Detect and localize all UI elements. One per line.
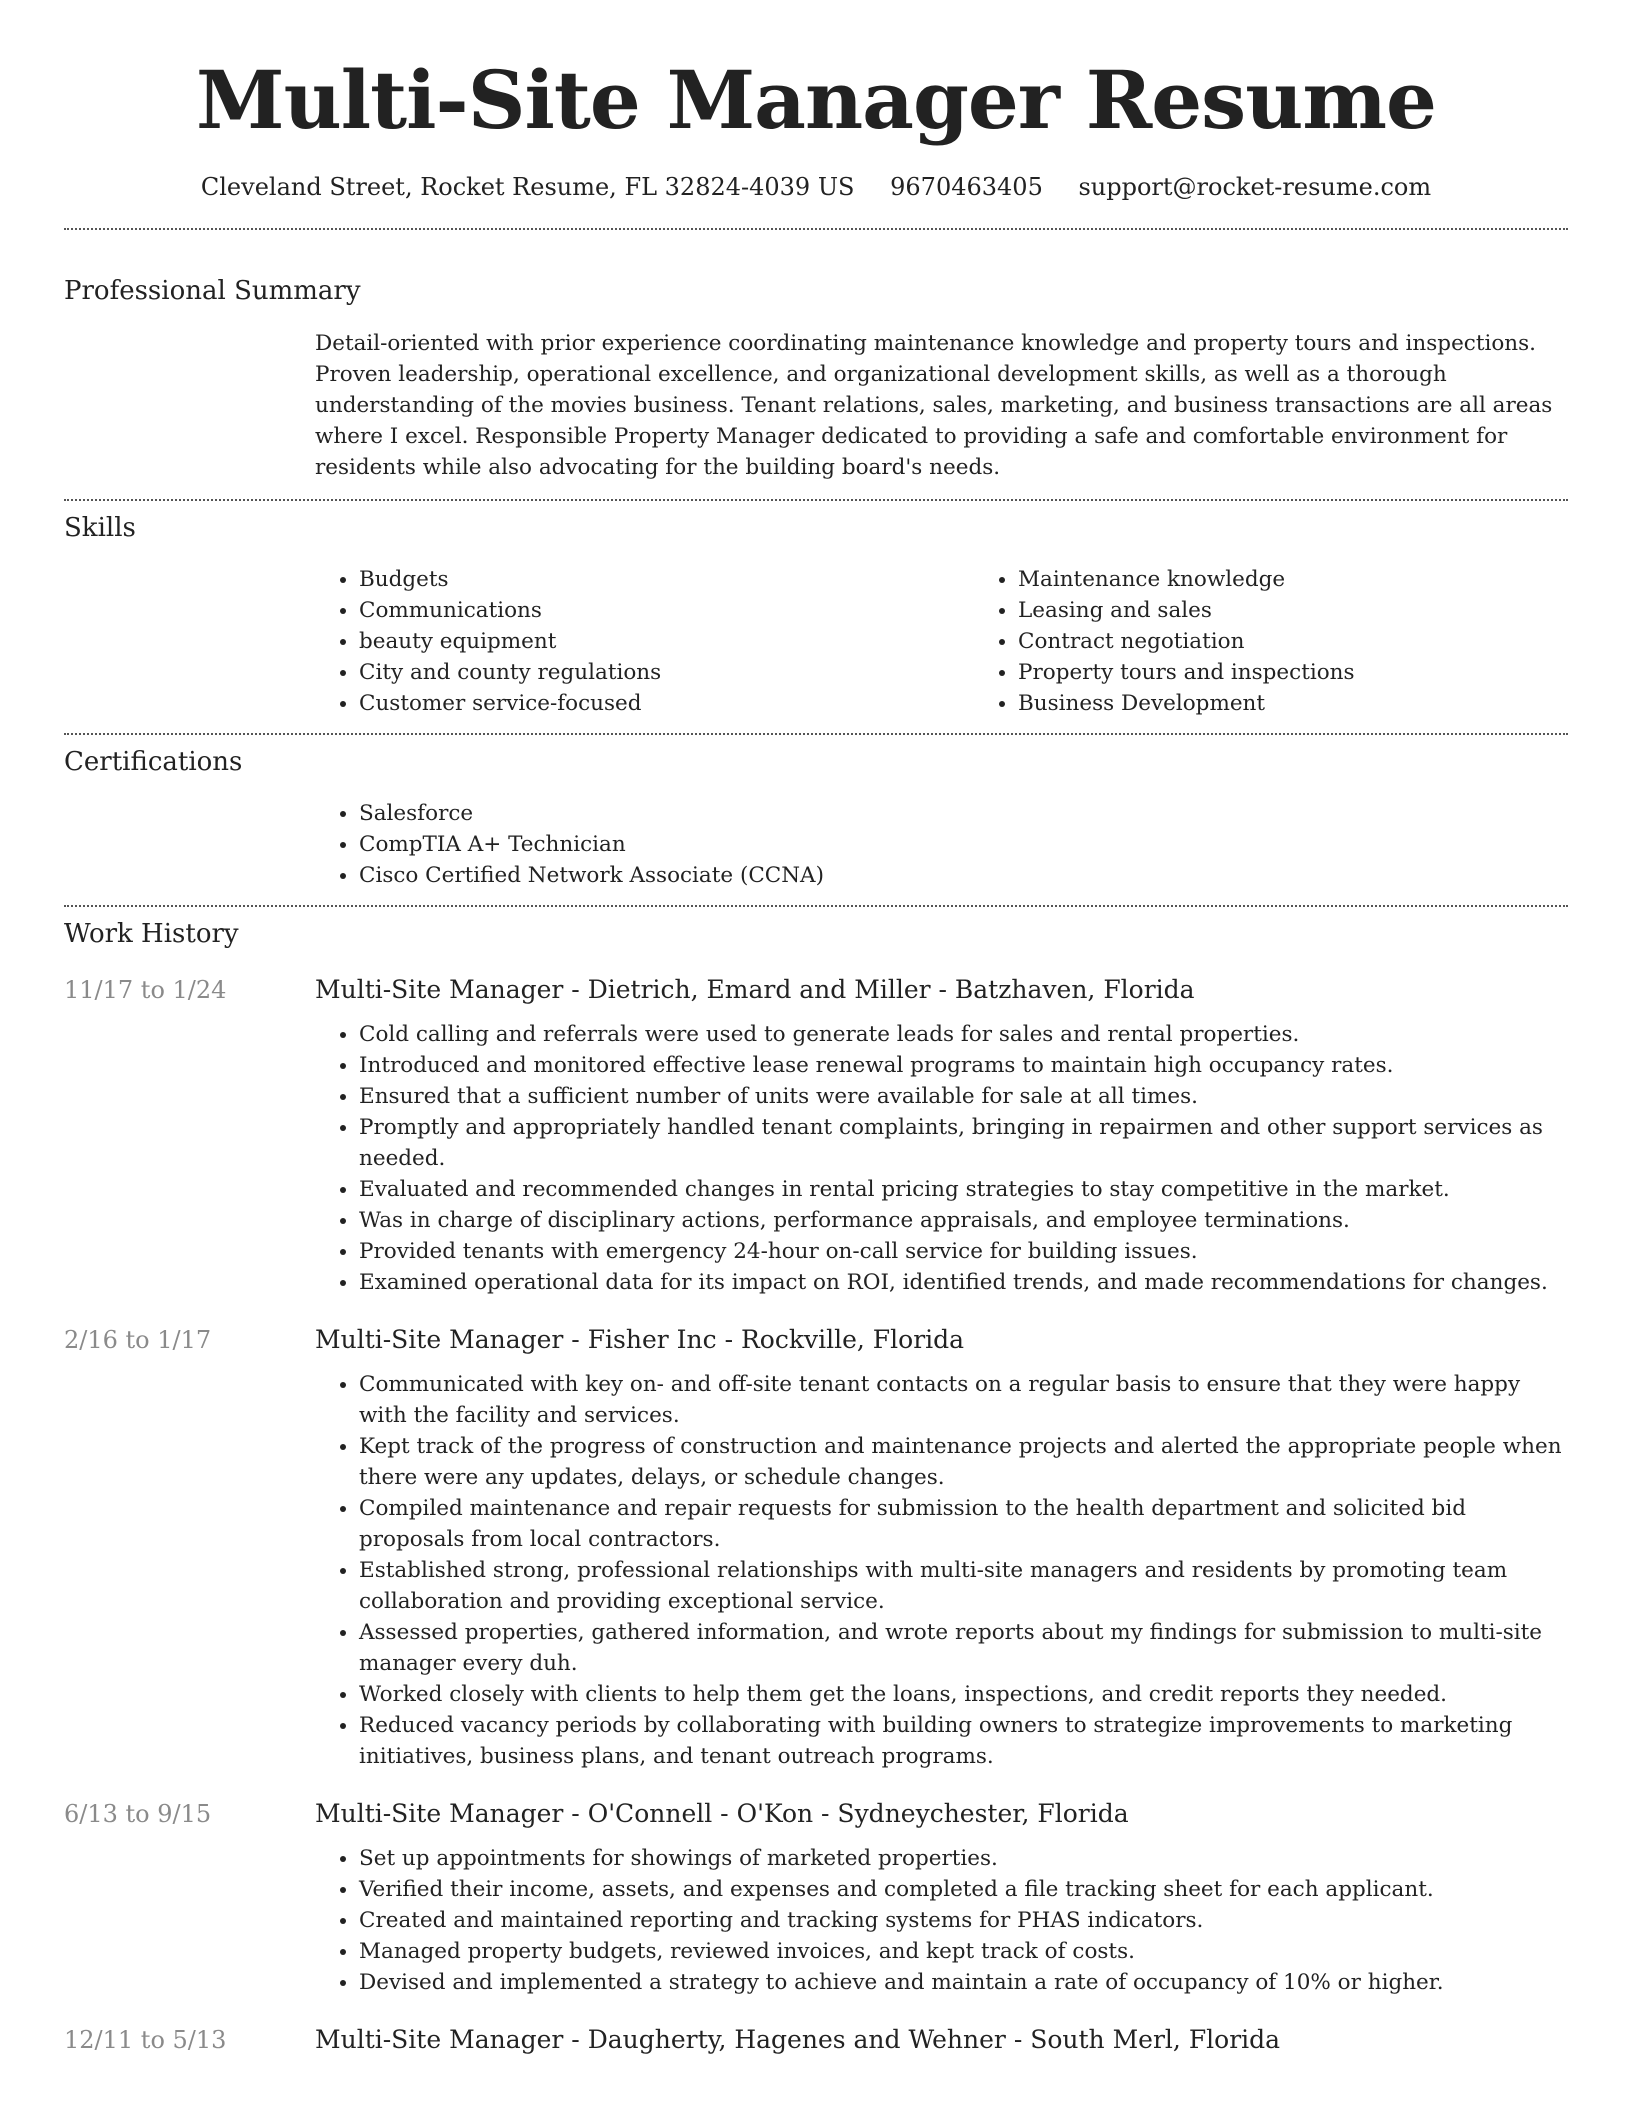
job-bullet: • Reduced vacancy periods by collaborating with building owners to strategize improvements to marketing initiatives, business plans, and tenant outreach programs. — [359, 1710, 1568, 1772]
job-bullet: • Created and maintained reporting and tracking systems for PHAS indicators. — [359, 1905, 1568, 1936]
job-bullet: • Examined operational data for its impact on ROI, identified trends, and made recommendations for changes. — [359, 1267, 1568, 1298]
skill-item: • Property tours and inspections — [1018, 657, 1632, 688]
skills-heading: Skills — [64, 513, 136, 543]
certifications-heading: Certifications — [64, 747, 243, 777]
job-dates: 11/17 to 1/24 — [64, 976, 227, 1004]
job-bullet: • Was in charge of disciplinary actions, performance appraisals, and employee terminations. — [359, 1205, 1568, 1236]
skill-item: • Customer service-focused — [359, 688, 974, 719]
certifications-list — [315, 798, 1568, 891]
job-entry — [64, 2023, 1568, 2057]
job-bullet: • Kept track of the progress of construction and maintenance projects and alerted the appropriate people when there were any updates, delays, or schedule changes. — [359, 1431, 1568, 1493]
skill-item: • Leasing and sales — [1018, 595, 1632, 626]
skill-item: • Contract negotiation — [1018, 626, 1632, 657]
divider — [64, 228, 1568, 230]
job-bullet: • Compiled maintenance and repair requests for submission to the health department and solicited bid proposals from local contractors. — [359, 1493, 1568, 1555]
summary-text: Detail-oriented with prior experience coordinating maintenance knowledge and property tours and inspections. Proven leadership, operational excellence, and organizational development skills, as well as a thorough understanding of the movies business. Tenant relations, sales, marketing, and business transactions are all areas where I excel. Responsible Property Manager dedicated to providing a safe and comfortable environment for residents while also advocating for the building board's needs. — [315, 331, 1553, 480]
job-bullet: • Communicated with key on- and off-site tenant contacts on a regular basis to ensure that they were happy with the facility and services. — [359, 1369, 1568, 1431]
email-link[interactable]: support@rocket-resume.com — [1078, 173, 1432, 201]
job-bullets — [315, 1369, 1568, 1772]
job-title: Multi-Site Manager - Dietrich, Emard and Miller - Batzhaven, Florida — [315, 975, 1195, 1004]
job-bullet: • Introduced and monitored effective lease renewal programs to maintain high occupancy rates. — [359, 1050, 1568, 1081]
certification-item: • Cisco Certified Network Associate (CCNA) — [359, 860, 1568, 891]
divider — [64, 499, 1568, 501]
job-bullet: • Worked closely with clients to help them get the loans, inspections, and credit reports they needed. — [359, 1679, 1568, 1710]
contact-line — [64, 170, 1568, 204]
job-bullet: • Promptly and appropriately handled tenant complaints, bringing in repairmen and other support services as needed. — [359, 1112, 1568, 1174]
job-entry — [64, 973, 1568, 1298]
job-bullet: • Assessed properties, gathered information, and wrote reports about my findings for submission to multi-site manager every duh. — [359, 1617, 1568, 1679]
job-entry — [64, 1797, 1568, 1998]
skill-item: • Maintenance knowledge — [1018, 564, 1632, 595]
phone-text: 9670463405 — [890, 173, 1043, 201]
job-dates: 12/11 to 5/13 — [64, 2026, 227, 2054]
job-bullets — [315, 1843, 1568, 1998]
divider — [64, 733, 1568, 735]
job-bullet: • Verified their income, assets, and expenses and completed a file tracking sheet for each applicant. — [359, 1874, 1568, 1905]
job-dates: 6/13 to 9/15 — [64, 1800, 212, 1828]
skills-list-right — [974, 564, 1632, 719]
job-bullet: • Cold calling and referrals were used to generate leads for sales and rental properties. — [359, 1019, 1568, 1050]
divider — [64, 905, 1568, 907]
job-title: Multi-Site Manager - O'Connell - O'Kon - Sydneychester, Florida — [315, 1799, 1129, 1828]
job-bullet: • Managed property budgets, reviewed invoices, and kept track of costs. — [359, 1936, 1568, 1967]
job-bullet: • Ensured that a sufficient number of units were available for sale at all times. — [359, 1081, 1568, 1112]
certification-item: • Salesforce — [359, 798, 1568, 829]
skill-item: • Communications — [359, 595, 974, 626]
skill-item: • Business Development — [1018, 688, 1632, 719]
summary-heading: Professional Summary — [64, 276, 361, 306]
job-entry — [64, 1323, 1568, 1772]
job-bullet: • Evaluated and recommended changes in rental pricing strategies to stay competitive in the market. — [359, 1174, 1568, 1205]
resume-page — [64, 0, 1568, 2057]
job-bullet: • Established strong, professional relationships with multi-site managers and residents by promoting team collaboration and providing exceptional service. — [359, 1555, 1568, 1617]
skill-item: • City and county regulations — [359, 657, 974, 688]
address-text: Cleveland Street, Rocket Resume, FL 32824-4039 US — [200, 173, 855, 201]
skill-item: • Budgets — [359, 564, 974, 595]
job-title: Multi-Site Manager - Daugherty, Hagenes and Wehner - South Merl, Florida — [315, 2025, 1281, 2054]
resume-title: Multi-Site Manager Resume — [196, 53, 1436, 147]
job-bullet: • Provided tenants with emergency 24-hour on-call service for building issues. — [359, 1236, 1568, 1267]
certification-item: • CompTIA A+ Technician — [359, 829, 1568, 860]
job-bullets — [315, 1019, 1568, 1298]
job-bullet: • Devised and implemented a strategy to achieve and maintain a rate of occupancy of 10% or higher. — [359, 1967, 1568, 1998]
skill-item: • beauty equipment — [359, 626, 974, 657]
job-title: Multi-Site Manager - Fisher Inc - Rockville, Florida — [315, 1325, 965, 1354]
work-history-heading: Work History — [64, 919, 239, 949]
job-bullet: • Set up appointments for showings of marketed properties. — [359, 1843, 1568, 1874]
job-dates: 2/16 to 1/17 — [64, 1326, 212, 1354]
skills-list-left — [315, 564, 974, 719]
